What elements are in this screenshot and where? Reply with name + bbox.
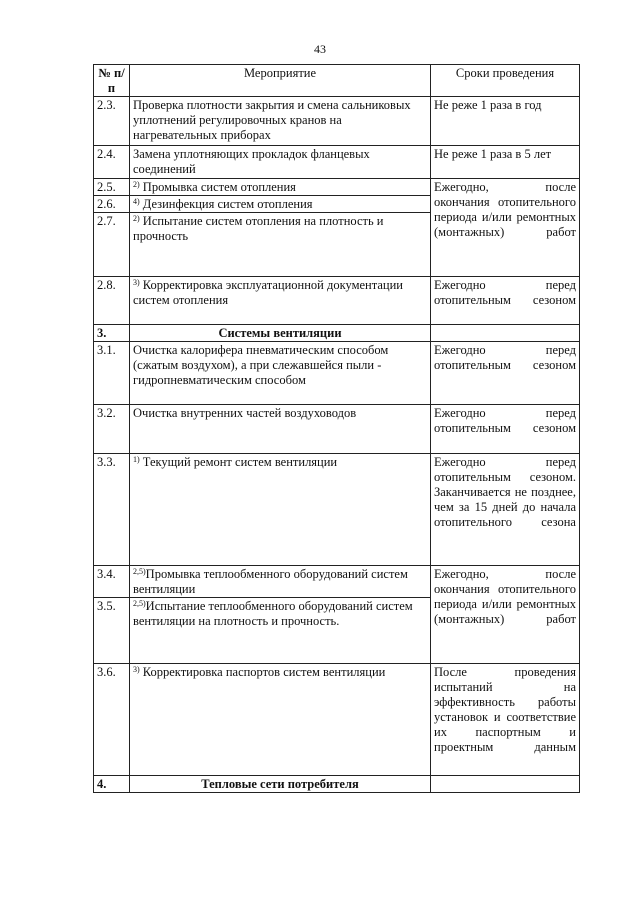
- row-num: 3.1.: [94, 342, 130, 405]
- row-text: [130, 179, 431, 196]
- row-deadline: Ежегодно перед отопительным сезоном: [431, 405, 580, 454]
- table-row: [94, 405, 580, 454]
- row-text: [130, 664, 431, 776]
- row-deadline: Не реже 1 раза в год: [431, 97, 580, 146]
- row-num: 2.4.: [94, 146, 130, 179]
- section-num: 3.: [94, 325, 130, 342]
- row-num: 3.6.: [94, 664, 130, 776]
- footnote-mark: 2,5): [133, 599, 146, 608]
- row-num: 3.5.: [94, 598, 130, 664]
- row-deadline: Ежегодно, после окончания отопительного периода и/или ремонтных (монтажных) работ: [431, 179, 580, 277]
- row-text: Очистка калорифера пневматическим способом (сжатым воздухом), а при слежавшейся пыли - гидропневматическим способом: [130, 342, 431, 405]
- row-num: 3.2.: [94, 405, 130, 454]
- footnote-mark: 3): [133, 278, 140, 287]
- row-deadline: Ежегодно перед отопительным сезоном. Заканчивается не позднее, чем за 15 дней до начала отопительного сезона: [431, 454, 580, 566]
- row-text: [130, 598, 431, 664]
- table-row: [94, 146, 580, 179]
- row-text: [130, 277, 431, 325]
- row-deadline: Не реже 1 раза в 5 лет: [431, 146, 580, 179]
- row-text: [130, 566, 431, 598]
- section-row: [94, 325, 580, 342]
- row-text-content: Текущий ремонт систем вентиляции: [142, 455, 338, 469]
- table-row: [94, 179, 580, 196]
- row-text-content: Испытание систем отопления на плотность и прочность: [133, 214, 384, 243]
- section-num: 4.: [94, 776, 130, 793]
- table-row: [94, 342, 580, 405]
- row-num: 2.3.: [94, 97, 130, 146]
- section-empty: [431, 776, 580, 793]
- row-text: Очистка внутренних частей воздуховодов: [130, 405, 431, 454]
- row-text-content: Корректировка паспортов систем вентиляции: [142, 665, 386, 679]
- row-text: Проверка плотности закрытия и смена сальниковых уплотнений регулировочных кранов на нагревательных приборах: [130, 97, 431, 146]
- table-row: [94, 97, 580, 146]
- footnote-mark: 2): [133, 180, 140, 189]
- row-text: [130, 213, 431, 277]
- row-num: 3.3.: [94, 454, 130, 566]
- section-row: [94, 776, 580, 793]
- row-deadline: После проведения испытаний на эффективность работы установок и соответствие их паспортным и проектным данным: [431, 664, 580, 776]
- section-title: Тепловые сети потребителя: [130, 776, 431, 793]
- row-text-content: Корректировка эксплуатационной документации систем отопления: [133, 278, 403, 307]
- footnote-mark: 4): [133, 197, 140, 206]
- section-empty: [431, 325, 580, 342]
- row-text-content: Испытание теплообменного оборудований систем вентиляции на плотность и прочность.: [133, 599, 413, 628]
- row-num: 2.8.: [94, 277, 130, 325]
- maintenance-table: [93, 64, 580, 793]
- row-num: 2.7.: [94, 213, 130, 277]
- table-row: [94, 566, 580, 598]
- row-text-content: Промывка теплообменного оборудований систем вентиляции: [133, 567, 408, 596]
- header-event: Мероприятие: [130, 65, 431, 97]
- page-number: 43: [314, 42, 326, 56]
- row-text: [130, 454, 431, 566]
- row-deadline: Ежегодно перед отопительным сезоном: [431, 342, 580, 405]
- row-num: 2.5.: [94, 179, 130, 196]
- row-num: 3.4.: [94, 566, 130, 598]
- row-deadline: Ежегодно перед отопительным сезоном: [431, 277, 580, 325]
- row-num: 2.6.: [94, 196, 130, 213]
- header-deadline: Сроки проведения: [431, 65, 580, 97]
- row-text-content: Промывка систем отопления: [142, 180, 296, 194]
- table-row: [94, 664, 580, 776]
- table-row: [94, 277, 580, 325]
- footnote-mark: 2): [133, 214, 140, 223]
- row-text: [130, 196, 431, 213]
- header-num: № п/п: [94, 65, 130, 97]
- footnote-mark: 3): [133, 665, 140, 674]
- footnote-mark: 1): [133, 455, 140, 464]
- row-text-content: Дезинфекция систем отопления: [142, 197, 313, 211]
- row-text: Замена уплотняющих прокладок фланцевых соединений: [130, 146, 431, 179]
- row-deadline: Ежегодно, после окончания отопительного периода и/или ремонтных (монтажных) работ: [431, 566, 580, 664]
- table-row: [94, 454, 580, 566]
- footnote-mark: 2,5): [133, 567, 146, 576]
- section-title: Системы вентиляции: [130, 325, 431, 342]
- table-header-row: [94, 65, 580, 97]
